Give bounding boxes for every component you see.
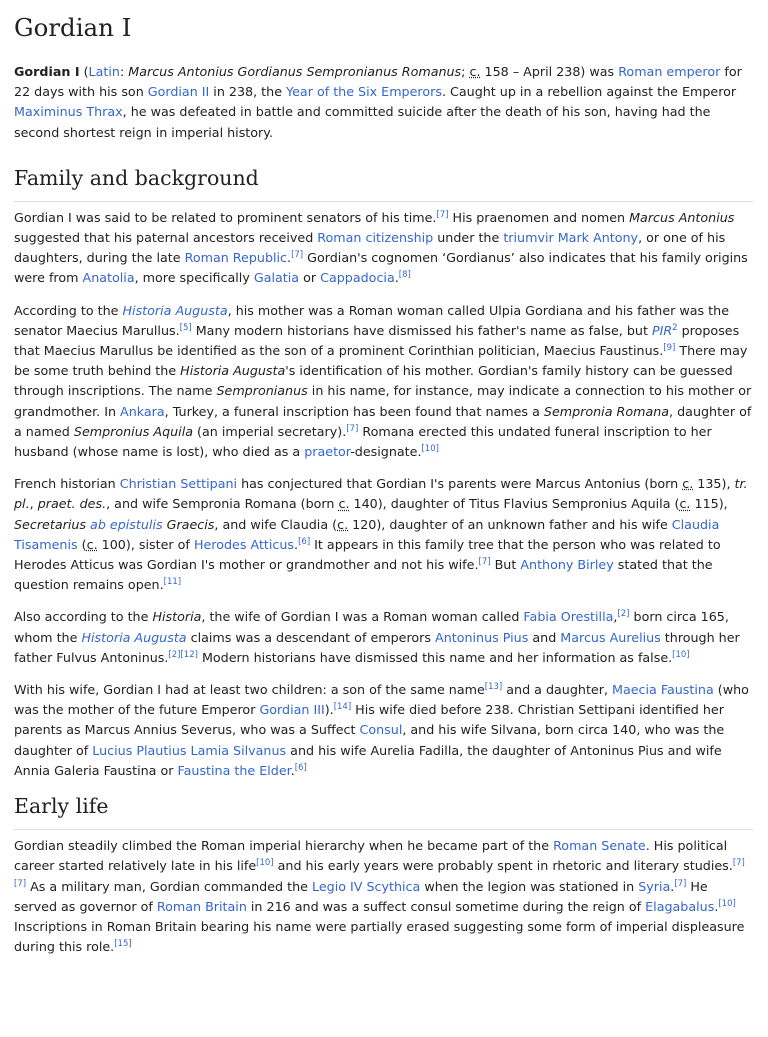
text-run: under the (433, 230, 504, 246)
citation-ref[interactable]: 2 (672, 322, 678, 333)
text-run: 115), (690, 496, 728, 512)
text-run: Inscriptions in Roman Britain bearing his name were partially erased suggesting some form of imperial displeasure during this role. (14, 918, 745, 955)
link-claudia-tisamenis[interactable]: Claudia Tisamenis (14, 516, 720, 552)
text-run: suggested that his paternal ancestors received (14, 230, 318, 246)
link-gordian-iii[interactable]: Gordian III (259, 702, 325, 718)
paragraph (14, 474, 753, 595)
link-faustina-the-elder[interactable]: Faustina the Elder (177, 762, 291, 778)
paragraph (14, 208, 753, 289)
italic-text: Sempronius Aquila (73, 423, 193, 439)
text-run: , and wife Claudia ( (214, 516, 338, 532)
link-latin[interactable]: Latin (88, 64, 120, 79)
citation-ref[interactable]: [7] (478, 557, 491, 568)
text-run: and (528, 629, 561, 645)
circa-abbr[interactable]: c. (337, 516, 349, 532)
text-run: and his early years were probably spent in rhetoric and literary studies. (273, 858, 733, 874)
italic-text: Sempronianus (216, 383, 308, 399)
link-label: Historia Augusta (122, 302, 228, 318)
text-run: (who was the mother of the future Emperor (14, 682, 749, 718)
text-run: , his mother was a Roman woman called Ulpia Gordiana and his father was the senator Maecius Marullus. (14, 302, 729, 338)
text-run: . (670, 878, 675, 894)
text-run: for 22 days with his son (14, 64, 742, 100)
link-roman-senate[interactable]: Roman Senate (553, 838, 646, 854)
text-run: in 238, the (209, 84, 287, 100)
text-run: . (394, 270, 399, 286)
text-run: , (613, 609, 618, 625)
citation-ref[interactable]: [10] (256, 858, 274, 869)
italic-text: Historia (152, 609, 202, 625)
text-run: stated that the question remains open. (14, 557, 713, 593)
text-run: 135), (693, 476, 735, 492)
text-run: . (714, 898, 719, 914)
text-run: born circa 165, whom the (14, 609, 729, 645)
citation-ref[interactable]: [10] (421, 444, 439, 455)
bold-term: Gordian I (14, 64, 80, 79)
paragraph (14, 680, 753, 781)
section-family-and-background (14, 165, 753, 781)
text-run: and a daughter, (502, 682, 613, 698)
citation-ref[interactable]: [13] (484, 682, 503, 693)
circa-abbr[interactable]: c. (469, 64, 481, 79)
text-run: 's identification of his mother. Gordian's family history can be guessed through inscriptions. The name (14, 363, 733, 399)
citation-ref[interactable]: [7] (346, 423, 359, 434)
link-lucius-plautius-lamia-silvanus[interactable]: Lucius Plautius Lamia Silvanus (92, 742, 287, 758)
link-anatolia[interactable]: Anatolia (82, 270, 135, 286)
article (0, 13, 768, 957)
link-gordian-ii[interactable]: Gordian II (147, 84, 210, 100)
text-run: His praenomen and nomen (448, 209, 630, 225)
link-marcus-aurelius[interactable]: Marcus Aurelius (560, 629, 661, 645)
link-label: Historia Augusta (81, 629, 187, 645)
text-run: . (294, 536, 299, 552)
text-run: It appears in this family tree that the person who was related to Herodes Atticus was Gordian I's mother or grandmother and not his wife. (14, 536, 721, 573)
text-run: , or one of his daughters, during the late (14, 230, 726, 266)
text-run: As a military man, Gordian commanded the (26, 878, 312, 894)
link-herodes-atticus[interactable]: Herodes Atticus (193, 536, 295, 552)
text-run: and his wife Aurelia Fadilla, the daughter of Antoninus Pius and wife Annia Galeria Faustina or (14, 742, 722, 778)
text-run: 140), daughter of Titus Flavius Sempronius Aquila ( (349, 496, 680, 512)
text-run: Gordian's cognomen ‘Gordianus’ also indicates that his family origins were from (14, 250, 748, 286)
link-praetor[interactable]: praetor (304, 444, 351, 460)
italic-text: praet. des. (37, 496, 107, 512)
text-run: , daughter of a named (14, 403, 752, 439)
text-run: or (299, 270, 321, 286)
citation-ref[interactable]: [2] (168, 649, 181, 660)
section-heading: Early life (14, 793, 753, 830)
text-run: claims was a descendant of emperors (186, 629, 436, 645)
paragraph (14, 836, 753, 957)
link-historia-augusta[interactable] (123, 303, 228, 318)
page-title: Gordian I (14, 13, 132, 42)
circa-abbr[interactable]: c. (86, 536, 98, 552)
italic-text: Sempronia Romana (543, 403, 670, 419)
link-maximinus-thrax[interactable]: Maximinus Thrax (14, 104, 123, 120)
citation-ref[interactable]: [8] (398, 270, 411, 281)
text-run: ( (79, 64, 89, 79)
link-ankara[interactable]: Ankara (120, 403, 165, 419)
link-pir[interactable] (652, 323, 672, 338)
link-triumvir-mark-antony[interactable]: triumvir Mark Antony (503, 230, 639, 246)
text-run: Romana erected this undated funeral inscription to her husband (whose name is lost), who died as a (14, 423, 712, 460)
text-run: According to the (14, 302, 123, 318)
citation-ref[interactable]: [2] (617, 609, 630, 620)
italic-text: Marcus Antonius Gordianus Sempronianus Romanus (128, 64, 462, 79)
citation-ref[interactable]: [12] (180, 649, 198, 660)
text-run: through her father Fulvus Antoninus. (14, 629, 740, 665)
link-syria[interactable]: Syria (638, 878, 671, 894)
text-run: . (287, 250, 292, 266)
text-run: , and his wife Silvana, born circa 140, who was the daughter of (14, 722, 725, 758)
link-ab-epistulis[interactable] (90, 517, 163, 532)
citation-ref[interactable]: [7] (436, 209, 449, 220)
text-run: , (29, 496, 38, 512)
citation-ref[interactable]: [7] (674, 878, 687, 889)
text-run: proposes that Maecius Marullus be identified as the son of a prominent Corinthian politician, Maecius Faustinus. (14, 322, 740, 359)
paragraph (14, 301, 753, 463)
paragraph (14, 607, 753, 668)
text-run: There may be some truth behind the (14, 343, 748, 379)
link-roman-britain[interactable]: Roman Britain (156, 898, 247, 914)
italic-text: tr. pl. (14, 476, 748, 512)
text-run: , Turkey, a funeral inscription has been found that names a (164, 403, 544, 419)
link-label: ab epistulis (90, 516, 163, 532)
link-cappadocia[interactable]: Cappadocia (320, 270, 395, 286)
text-run: Many modern historians have dismissed his father's name as false, but (191, 322, 652, 338)
text-run: : (119, 64, 129, 79)
text-run: . His political career started relatively late in his life (14, 838, 728, 874)
text-run: ( (77, 536, 87, 552)
text-run: (an imperial secretary). (193, 423, 347, 439)
text-run: 120), daughter of an unknown father and his wife (348, 516, 672, 532)
text-run: , he was defeated in battle and committed suicide after the death of his son, having had the second shortest reign in imperial history. (14, 104, 711, 140)
article-body (14, 62, 753, 957)
text-run: With his wife, Gordian I had at least two children: a son of the same name (14, 682, 485, 698)
link-antoninus-pius[interactable]: Antoninus Pius (435, 629, 529, 645)
link-christian-settipani[interactable]: Christian Settipani (119, 476, 238, 492)
italic-text: Marcus Antonius (629, 209, 735, 225)
text-run: Modern historians have dismissed this name and her information as false. (197, 649, 673, 665)
link-legio-iv-scythica[interactable]: Legio IV Scythica (311, 878, 421, 894)
circa-abbr[interactable]: c. (679, 496, 691, 512)
text-run: in 216 and was a suffect consul sometime during the reign of (246, 898, 646, 914)
link-elagabalus[interactable]: Elagabalus (645, 898, 715, 914)
citation-ref[interactable]: [14] (333, 702, 352, 713)
citation-ref[interactable]: [10] (672, 649, 690, 660)
link-roman-citizenship[interactable]: Roman citizenship (317, 230, 434, 246)
text-run: ). (324, 702, 334, 718)
section-heading: Family and background (14, 165, 753, 202)
link-year-of-the-six-emperors[interactable]: Year of the Six Emperors (286, 84, 442, 100)
text-run: in his name, for instance, may indicate a connection to his mother or grandmother. In (14, 383, 752, 419)
link-anthony-birley[interactable]: Anthony Birley (520, 557, 614, 573)
citation-ref[interactable]: [7] (291, 250, 304, 261)
italic-text: Secretarius (14, 516, 91, 532)
circa-abbr[interactable]: c. (338, 496, 350, 512)
paragraph (14, 62, 753, 143)
link-label: PIR (651, 322, 673, 338)
text-run: 158 – April 238) was (480, 64, 619, 79)
citation-ref[interactable]: [9] (663, 343, 676, 354)
circa-abbr[interactable]: c. (682, 476, 694, 492)
text-run: has conjectured that Gordian I's parents were Marcus Antonius (born (237, 476, 683, 492)
text-run: . Caught up in a rebellion against the Emperor (441, 84, 737, 100)
citation-ref[interactable]: [10] (718, 898, 736, 909)
citation-ref[interactable]: [6] (294, 762, 307, 773)
citation-ref[interactable]: [7] (14, 878, 27, 889)
italic-text: Historia Augusta (180, 363, 286, 379)
lead-section (14, 62, 753, 143)
text-run: French historian (14, 476, 120, 492)
text-run: Also according to the (14, 609, 153, 625)
link-maecia-faustina[interactable]: Maecia Faustina (612, 682, 714, 698)
section-early-life (14, 793, 753, 957)
citation-ref[interactable]: [7] (732, 858, 745, 869)
text-run: 100), sister of (97, 536, 194, 552)
text-run: He served as governor of (14, 878, 708, 914)
citation-ref[interactable]: [6] (298, 536, 311, 547)
link-historia-augusta[interactable] (81, 630, 186, 645)
link-roman-emperor[interactable]: Roman emperor (618, 64, 721, 79)
text-run: . (290, 762, 295, 778)
citation-ref[interactable]: [5] (179, 322, 192, 333)
text-run: when the legion was stationed in (420, 878, 639, 894)
link-roman-republic[interactable]: Roman Republic (184, 250, 288, 266)
text-run: Gordian I was said to be related to prominent senators of his time. (14, 209, 437, 225)
text-run: Gordian steadily climbed the Roman imperial hierarchy when he became part of the (14, 838, 554, 854)
italic-text: Graecis (162, 516, 215, 532)
text-run: But (490, 557, 521, 573)
text-run: , more specifically (134, 270, 254, 286)
citation-ref[interactable]: [11] (163, 577, 182, 588)
link-consul[interactable]: Consul (359, 722, 403, 738)
link-fabia-orestilla[interactable]: Fabia Orestilla (523, 609, 614, 625)
text-run: His wife died before 238. Christian Settipani identified her parents as Marcus Annius Severus, who was a Suffect (14, 702, 724, 738)
text-run: ; (461, 64, 470, 79)
link-galatia[interactable]: Galatia (253, 270, 300, 286)
text-run: , and wife Sempronia Romana (born (106, 496, 339, 512)
citation-ref[interactable]: [15] (114, 939, 132, 950)
text-run: -designate. (350, 444, 422, 460)
text-run: , the wife of Gordian I was a Roman woman called (201, 609, 524, 625)
